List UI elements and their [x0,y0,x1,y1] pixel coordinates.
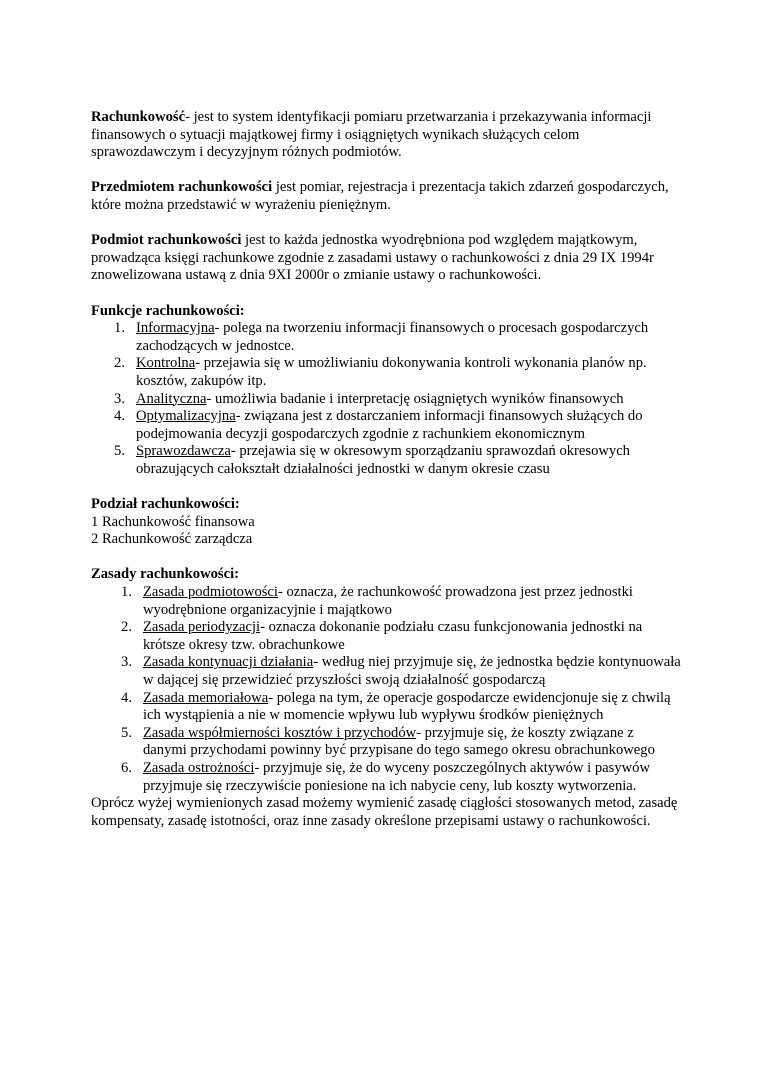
principle-description: - przyjmuje się, że koszty związane z danymi przychodami powinny być przypisane do tego samego okresu obrachunkowego [143,724,655,759]
principle-name: Zasada memoriałowa [143,689,269,706]
division-line: 2 Rachunkowość zarządcza [91,531,253,548]
list-item [91,654,681,689]
list-item [91,408,681,443]
principle-description: - według niej przyjmuje się, że jednostka będzie kontynuowała w dającej się przewidzieć przyszłości swoją działalność gospodarczą [143,654,681,688]
principles-list [91,584,681,795]
list-item [91,391,681,409]
list-item [91,690,681,725]
list-number: 2. [114,355,125,372]
list-number: 4. [121,689,132,706]
list-item [91,725,681,760]
function-description: - polega na tworzeniu informacji finansowych o procesach gospodarczych zachodzących w jednostce. [136,320,649,354]
spacer [91,285,681,303]
functions-heading: Funkcje rachunkowości: [91,302,245,319]
principle-name: Zasada podmiotowości [143,584,278,601]
spacer [91,549,681,567]
list-item [91,619,681,654]
list-item [91,584,681,619]
spacer [91,478,681,496]
document-body [91,109,681,830]
subject-paragraph [91,179,681,214]
entity-term: Podmiot rachunkowości [91,232,242,249]
list-number: 4. [114,408,125,425]
function-description: - związana jest z dostarczaniem informacji finansowych służących do podejmowania decyzji gospodarczych zgodnie z rachunkiem ekonomicznym [136,408,643,442]
principle-name: Zasada kontynuacji działania [143,654,314,671]
principle-description: - polega na tym, że operacje gospodarcze ewidencjonuje się z chwilą ich wystąpienia a nie w momencie wpływu lub wypływu środków pieniężnych [143,689,671,724]
principle-name: Zasada współmierności kosztów i przychodów [143,724,417,741]
principle-description: - przyjmuje się, że do wyceny poszczególnych aktywów i pasywów przyjmuje się rzeczywiście poniesione na ich nabycie ceny, lub koszty wytworzenia. [143,759,650,794]
function-name: Sprawozdawcza [136,443,231,460]
list-item [91,760,681,795]
function-description: - przejawia się w okresowym sporządzaniu sprawozdań okresowych obrazujących całokształt działalności jednostki w danym okresie czasu [136,443,630,477]
function-description: - przejawia się w umożliwianiu dokonywania kontroli wykonania planów np. kosztów, zakupów itp. [136,355,647,389]
principle-description: - oznacza dokonanie podziału czasu funkcjonowania jednostki na krótsze okresy tzw. obrachunkowe [143,619,643,653]
definition-text: - jest to system identyfikacji pomiaru przetwarzania i przekazywania informacji finansowych o sytuacji majątkowej firmy i osiągniętych wynikach służących celom sprawozdawczym i decyzyjnym różnych podmiotów. [91,109,652,161]
list-number: 3. [114,390,125,407]
list-number: 5. [114,443,125,460]
function-name: Optymalizacyjna [136,408,236,425]
list-number: 2. [121,619,132,636]
list-number: 6. [121,759,132,776]
entity-text: jest to każda jednostka wyodrębniona pod względem majątkowym, prowadząca księgi rachunkowe zgodnie z zasadami ustawy o rachunkowości z dnia 29 IX 1994r znowelizowana ustawą z dnia 9XI 2000r o zmianie ustawy o rachunkowości. [91,232,654,284]
definition-term: Rachunkowość [91,109,186,125]
list-number: 3. [121,654,132,671]
list-item [91,355,681,390]
division-heading: Podział rachunkowości: [91,496,240,513]
closing-paragraph: Oprócz wyżej wymienionych zasad możemy wymienić zasadę ciągłości stosowanych metod, zasadę kompensaty, zasadę istotności, oraz inne zasady określone przepisami ustawy o rachunkowości. [91,795,678,829]
function-name: Informacyjna [136,320,215,337]
list-number: 1. [121,584,132,601]
spacer [91,162,681,180]
definition-paragraph [91,109,681,162]
function-name: Kontrolna [136,355,196,372]
spacer [91,215,681,233]
function-name: Analityczna [136,390,207,407]
functions-list [91,320,681,478]
function-description: - umożliwia badanie i interpretację osiągniętych wyników finansowych [206,390,624,407]
principle-name: Zasada periodyzacji [143,619,261,636]
principles-heading: Zasady rachunkowości: [91,566,239,583]
division-line: 1 Rachunkowość finansowa [91,513,255,530]
entity-paragraph [91,232,681,285]
list-number: 1. [114,320,125,337]
list-number: 5. [121,724,132,741]
list-item [91,320,681,355]
subject-term: Przedmiotem rachunkowości [91,179,273,196]
subject-text: jest pomiar, rejestracja i prezentacja takich zdarzeń gospodarczych, które można przedstawić w wyrażeniu pieniężnym. [91,179,669,213]
principle-description: - oznacza, że rachunkowość prowadzona jest przez jednostki wyodrębnione organizacyjnie i majątkowo [143,584,633,618]
principle-name: Zasada ostrożności [143,759,255,776]
list-item [91,443,681,478]
